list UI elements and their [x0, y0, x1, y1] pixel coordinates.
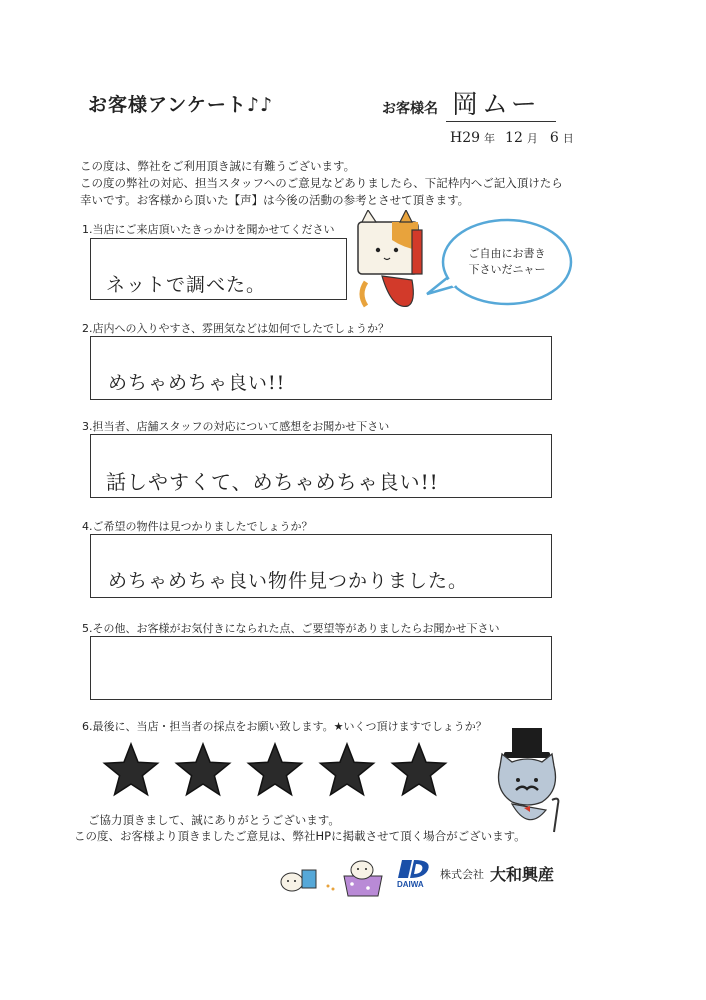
daiwa-logo-text: DAIWA: [397, 880, 424, 889]
answer-1: ネットで調べた。: [106, 274, 267, 296]
survey-date: [450, 130, 578, 146]
name-underline: [446, 121, 556, 122]
date-era: H29: [450, 130, 481, 146]
footer-thanks: ご協力頂きまして、誠にありがとうございます。: [88, 813, 340, 827]
gentleman-cat-icon: [488, 724, 578, 836]
date-year-unit: 年: [484, 132, 496, 145]
answer-3: 話しやすくて、めちゃめちゃ良い!!: [106, 470, 439, 494]
company-prefix: 株式会社: [440, 868, 484, 881]
customer-name-value: 岡ムー: [452, 90, 541, 120]
date-day: 6: [549, 130, 559, 146]
intro-line-3: 幸いです。お客様から頂いた【声】は今後の活動の参考とさせて頂きます。: [80, 193, 470, 207]
date-month-unit: 月: [526, 132, 538, 145]
intro-line-1: この度は、弊社をご利用頂き誠に有難うございます。: [80, 159, 356, 173]
speech-bubble-text: [452, 246, 562, 278]
intro-line-2: この度の弊社の対応、担当スタッフへのご意見などありましたら、下記枠内へご記入頂けたら: [80, 176, 563, 190]
survey-title: お客様アンケート♪♪: [88, 94, 274, 116]
question-1-label: 1.当店にご来店頂いたきっかけを聞かせてください: [82, 223, 335, 236]
question-4-label: 4.ご希望の物件は見つかりましたでしょうか？: [82, 520, 313, 533]
answer-2: めちゃめちゃ良い!!: [108, 372, 286, 394]
decorative-cats-icon: [278, 856, 388, 898]
star-filled-icon: [248, 744, 301, 795]
company-name: 大和興産: [490, 865, 555, 884]
date-day-unit: 日: [562, 132, 574, 145]
answer-4: めちゃめちゃ良い物件見つかりました。: [108, 570, 469, 592]
question-6-label: 6.最後に、当店・担当者の採点をお願い致します。★いくつ頂けますでしょうか？: [82, 720, 487, 733]
rating-stars: [95, 738, 455, 806]
date-month: 12: [505, 130, 523, 146]
bubble-line-1: ご自由にお書き: [468, 247, 546, 260]
footer-disclaimer: この度、お客様より頂きましたご意見は、弊社HPに掲載させて頂く場合がございます。: [74, 829, 526, 843]
star-filled-icon: [320, 744, 373, 795]
star-filled-icon: [392, 744, 445, 795]
question-3-label: 3.担当者、店舗スタッフの対応について感想をお聞かせ下さい: [82, 420, 390, 433]
star-filled-icon: [104, 744, 157, 795]
answer-box-5[interactable]: [90, 636, 552, 700]
question-5-label: 5.その他、お客様がお気付きになられた点、ご要望等がありましたらお聞かせ下さい: [82, 622, 500, 635]
customer-name-label: お客様名: [382, 101, 438, 117]
star-filled-icon: [176, 744, 229, 795]
question-2-label: 2.店内への入りやすさ、雰囲気などは如何でしたでしょうか？: [82, 322, 390, 335]
intro-text: [80, 158, 563, 209]
bubble-line-2: 下さいだニャー: [468, 263, 546, 276]
